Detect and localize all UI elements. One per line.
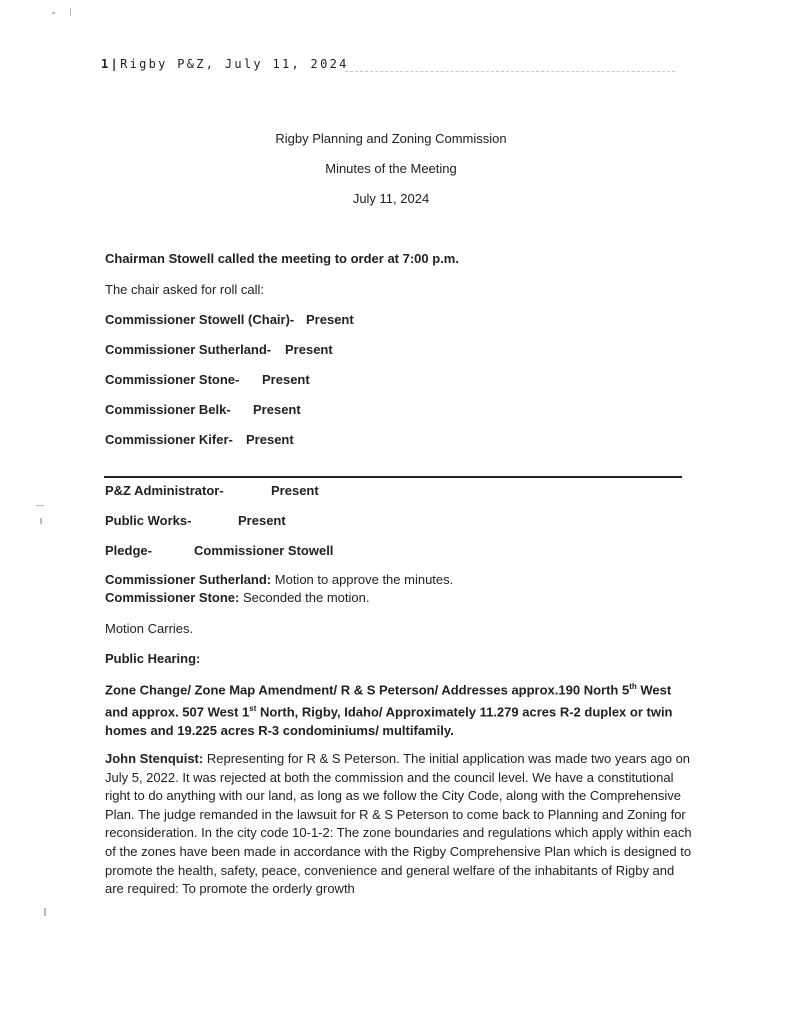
org-title: Rigby Planning and Zoning Commission [275,131,507,146]
hearing-item [105,678,695,740]
motion-result: Motion Carries. [105,621,194,636]
meeting-date: July 11, 2024 [352,191,430,206]
testimony-paragraph [105,750,695,899]
section-divider [104,476,682,478]
roll-call-name: Commissioner Belk- [105,402,231,417]
testimony-text: Representing for R & S Peterson. The initial application was made two years ago on July 5, 2022. It was rejected at both the commission and the council level. We have a constitutional right to do anything with our land, as long as we follow the City Code, along with the Comprehensive Plan. The judge remanded in the lawsuit for R & S Peterson to come back to Planning and Zoning for reconsideration. In the city code 10-1-2: The zone boundaries and regulations which apply within each of the zones have been made in accordance with the Rigby Comprehensive Plan which is designed to promote the health, safety, peace, convenience and general welfare of the inhabitants of Rigby and are required: To promote the orderly growth [105,751,692,897]
roll-call-name: Commissioner Sutherland- [105,342,272,357]
header-text: Rigby P&Z, July 11, 2024 [120,57,349,71]
roll-call-status: Present [306,312,354,327]
header-separator: | [110,57,121,71]
roll-call-intro: The chair asked for roll call: [105,282,264,297]
call-to-order: Chairman Stowell called the meeting to order at 7:00 p.m. [105,251,459,266]
scan-speck [52,12,55,14]
staff-name: P&Z Administrator- [105,483,224,498]
staff-status: Present [271,483,319,498]
roll-call-status: Present [285,342,333,357]
scan-speck [44,908,46,916]
roll-call-status: Present [253,402,301,417]
roll-call-status: Present [246,432,294,447]
second-text: Seconded the motion. [242,590,370,605]
roll-call-status: Present [262,372,310,387]
motion-text: Motion to approve the minutes. [274,572,454,587]
motion-mover: Commissioner Sutherland: [105,572,272,587]
roll-call-name: Commissioner Kifer- [105,432,233,447]
scan-speck [40,518,42,524]
hearing-item-text: North, Rigby, Idaho/ Approximately 11.279 acres R-2 duplex or twin homes and 19.225 acres R-3 condominiums/ multifamily. [105,704,673,738]
roll-call-name: Commissioner Stone- [105,372,240,387]
hearing-item-text: West and approx. 507 West 1 [105,682,672,720]
header-scan-line [345,71,675,72]
doc-title: Minutes of the Meeting [325,161,457,176]
hearing-item-text: Zone Change/ Zone Map Amendment/ R & S Peterson/ Addresses approx.190 North 5 [105,682,630,698]
public-hearing-heading: Public Hearing: [105,651,201,666]
staff-name: Public Works- [105,513,192,528]
page-header [101,57,349,71]
pledge-label: Pledge- [105,543,152,558]
motion-seconder: Commissioner Stone: [105,590,240,605]
second-line [105,590,369,605]
scan-speck [70,8,71,16]
scan-speck [36,505,44,506]
ordinal-suffix: st [249,703,257,713]
motion-line [105,572,453,587]
roll-call-name: Commissioner Stowell (Chair)- [105,312,295,327]
speaker-name: John Stenquist: [105,751,204,766]
pledge-leader: Commissioner Stowell [194,543,334,558]
page-number: 1 [101,57,111,71]
staff-status: Present [238,513,286,528]
ordinal-suffix: th [629,682,637,691]
